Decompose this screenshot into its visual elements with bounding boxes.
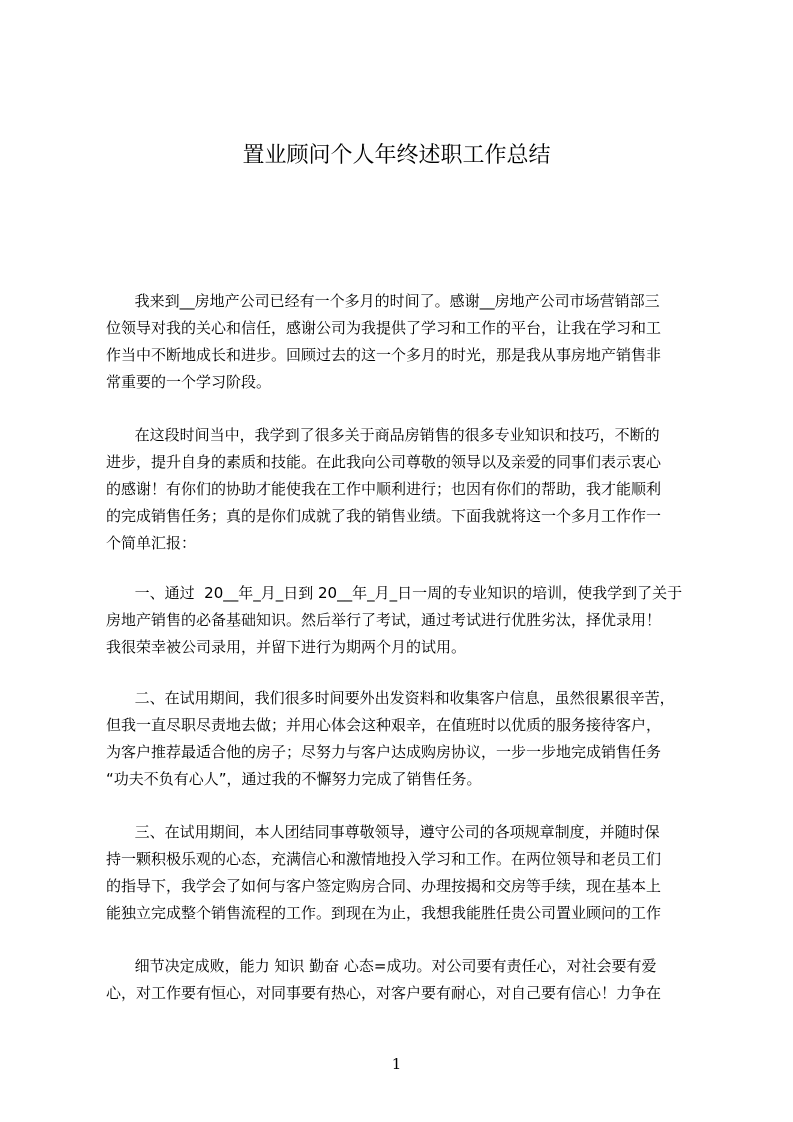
paragraph-line: 心，对工作要有恒心，对同事要有热心，对客户要有耐心，对自己要有信心！力争在	[106, 984, 662, 1002]
paragraph-line: 三、在试用期间，本人团结同事尊敬领导，遵守公司的各项规章制度，并随时保	[106, 823, 660, 841]
paragraph-line: 我很荣幸被公司录用，并留下进行为期两个月的试用。	[106, 638, 467, 656]
page-number: 1	[391, 1055, 402, 1073]
paragraph-line: 能独立完成整个销售流程的工作。到现在为止，我想我能胜任贵公司置业顾问的工作	[106, 904, 662, 922]
paragraph-line: 在这段时间当中，我学到了很多关于商品房销售的很多专业知识和技巧，不断的	[106, 426, 660, 444]
paragraph-line: 位领导对我的关心和信任，感谢公司为我提供了学习和工作的平台，让我在学习和工	[106, 319, 662, 337]
paragraph-line: 一、通过 20__年_月_日到 20__年_月_日一周的专业知识的培训，使我学到了关于	[106, 584, 683, 602]
paragraph-line: 但我一直尽职尽责地去做；并用心体会这种艰辛，在值班时以优质的服务接待客户，	[106, 716, 662, 734]
paragraph-line: 作当中不断地成长和进步。回顾过去的这一个多月的时光，那是我从事房地产销售非	[106, 346, 662, 364]
document-title: 置业顾问个人年终述职工作总结	[242, 143, 551, 168]
paragraph-line: 房地产销售的必备基础知识。然后举行了考试，通过考试进行优胜劣汰，择优录用！	[106, 611, 662, 629]
paragraph-line: 二、在试用期间，我们很多时间要外出发资料和收集客户信息，虽然很累很辛苦，	[106, 689, 675, 707]
paragraph-line: “功夫不负有心人”，通过我的不懈努力完成了销售任务。	[106, 770, 482, 788]
paragraph-line: 为客户推荐最适合他的房子；尽努力与客户达成购房协议，一步一步地完成销售任务	[106, 743, 662, 761]
paragraph-line: 进步，提升自身的素质和技能。在此我向公司尊敬的领导以及亲爱的同事们表示衷心	[106, 453, 662, 471]
paragraph-line: 持一颗积极乐观的心态，充满信心和激情地投入学习和工作。在两位领导和老员工们	[106, 850, 662, 868]
paragraph-line: 的感谢！有你们的协助才能使我在工作中顺利进行；也因有你们的帮助，我才能顺利	[106, 480, 662, 498]
paragraph-line: 个简单汇报：	[106, 534, 197, 552]
paragraph-line: 的指导下，我学会了如何与客户签定购房合同、办理按揭和交房等手续，现在基本上	[106, 877, 662, 895]
paragraph-line: 细节决定成败，能力 知识 勤奋 心态=成功。对公司要有责任心，对社会要有爱	[106, 957, 657, 975]
paragraph-line: 的完成销售任务；真的是你们成就了我的销售业绩。下面我就将这一个多月工作作一	[106, 507, 662, 525]
paragraph-line: 我来到__房地产公司已经有一个多月的时间了。感谢__房地产公司市场营销部三	[106, 292, 660, 310]
paragraph-line: 常重要的一个学习阶段。	[106, 373, 272, 391]
